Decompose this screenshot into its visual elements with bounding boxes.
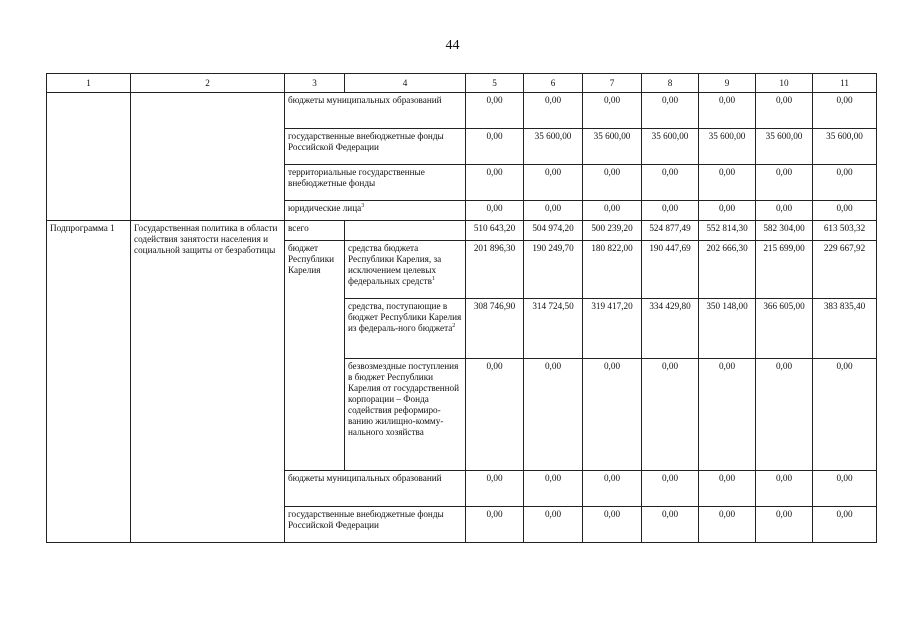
source-label-text: средства бюджета Республики Карелия, за исключением целевых федеральных средств — [348, 243, 442, 286]
value-cell: 308 746,90 — [466, 299, 524, 359]
source-label: безвозмездные поступления в бюджет Республики Карелия от государственной корпорации – Фонда содействия реформиро-ванию жилищно-комму-нального хозяйства — [345, 359, 466, 471]
value-cell: 201 896,30 — [466, 241, 524, 299]
value-cell: 0,00 — [583, 471, 642, 507]
value-cell: 524 877,49 — [642, 221, 699, 241]
budget-table — [46, 73, 877, 543]
source-label: бюджеты муниципальных образований — [285, 471, 466, 507]
value-cell: 190 447,69 — [642, 241, 699, 299]
value-cell: 0,00 — [813, 507, 877, 543]
value-cell: 383 835,40 — [813, 299, 877, 359]
value-cell: 0,00 — [583, 507, 642, 543]
value-cell: 0,00 — [642, 93, 699, 129]
value-cell: 0,00 — [524, 507, 583, 543]
value-cell: 0,00 — [813, 93, 877, 129]
value-cell: 0,00 — [466, 507, 524, 543]
value-cell: 0,00 — [699, 471, 756, 507]
value-cell: 0,00 — [699, 165, 756, 201]
value-cell: 314 724,50 — [524, 299, 583, 359]
header-cell: 5 — [466, 74, 524, 93]
value-cell: 0,00 — [524, 165, 583, 201]
value-cell: 0,00 — [524, 359, 583, 471]
value-cell: 0,00 — [642, 359, 699, 471]
source-label — [345, 241, 466, 299]
value-cell: 0,00 — [756, 93, 813, 129]
source-label — [285, 201, 466, 221]
value-cell: 613 503,32 — [813, 221, 877, 241]
value-cell: 0,00 — [583, 359, 642, 471]
value-cell: 0,00 — [466, 93, 524, 129]
value-cell: 35 600,00 — [642, 129, 699, 165]
value-cell: 180 822,00 — [583, 241, 642, 299]
value-cell: 202 666,30 — [699, 241, 756, 299]
value-cell: 0,00 — [642, 201, 699, 221]
value-cell: 229 667,92 — [813, 241, 877, 299]
value-cell: 0,00 — [756, 201, 813, 221]
value-cell: 0,00 — [699, 201, 756, 221]
header-cell: 6 — [524, 74, 583, 93]
source-label: государственные внебюджетные фонды Российской Федерации — [285, 507, 466, 543]
value-cell: 35 600,00 — [756, 129, 813, 165]
value-cell: 0,00 — [756, 471, 813, 507]
value-cell: 0,00 — [583, 165, 642, 201]
program-code-cell — [47, 93, 131, 221]
value-cell: 0,00 — [756, 507, 813, 543]
value-cell: 500 239,20 — [583, 221, 642, 241]
footnote-mark: 1 — [431, 275, 435, 282]
program-name-cell — [131, 93, 285, 221]
value-cell: 35 600,00 — [583, 129, 642, 165]
value-cell: 0,00 — [583, 201, 642, 221]
source-label: государственные внебюджетные фонды Российской Федерации — [285, 129, 466, 165]
empty-cell — [345, 221, 466, 241]
value-cell: 0,00 — [466, 471, 524, 507]
value-cell: 0,00 — [466, 201, 524, 221]
value-cell: 0,00 — [813, 165, 877, 201]
source-label: бюджеты муниципальных образований — [285, 93, 466, 129]
footnote-mark: 2 — [452, 322, 456, 329]
value-cell: 582 304,00 — [756, 221, 813, 241]
value-cell: 0,00 — [524, 201, 583, 221]
value-cell: 350 148,00 — [699, 299, 756, 359]
value-cell: 0,00 — [642, 471, 699, 507]
header-cell: 7 — [583, 74, 642, 93]
value-cell: 0,00 — [583, 93, 642, 129]
value-cell: 0,00 — [524, 93, 583, 129]
value-cell: 552 814,30 — [699, 221, 756, 241]
regional-budget-label: бюджет Республики Карелия — [285, 241, 345, 471]
value-cell: 0,00 — [699, 359, 756, 471]
value-cell: 0,00 — [756, 165, 813, 201]
value-cell: 0,00 — [466, 129, 524, 165]
value-cell: 190 249,70 — [524, 241, 583, 299]
header-cell: 9 — [699, 74, 756, 93]
source-label-text: юридические лица — [288, 203, 362, 213]
value-cell: 334 429,80 — [642, 299, 699, 359]
header-cell: 1 — [47, 74, 131, 93]
subprogram-name: Государственная политика в области содействия занятости населения и социальной защиты от безработицы — [131, 221, 285, 543]
value-cell: 35 600,00 — [699, 129, 756, 165]
value-cell: 0,00 — [524, 471, 583, 507]
value-cell: 366 605,00 — [756, 299, 813, 359]
value-cell: 35 600,00 — [813, 129, 877, 165]
value-cell: 0,00 — [699, 93, 756, 129]
table-row — [47, 93, 877, 129]
total-label: всего — [285, 221, 345, 241]
source-label — [345, 299, 466, 359]
value-cell: 0,00 — [642, 507, 699, 543]
value-cell: 510 643,20 — [466, 221, 524, 241]
value-cell: 35 600,00 — [524, 129, 583, 165]
header-row — [47, 74, 877, 93]
header-cell: 4 — [345, 74, 466, 93]
header-cell: 8 — [642, 74, 699, 93]
header-cell: 3 — [285, 74, 345, 93]
value-cell: 0,00 — [756, 359, 813, 471]
value-cell: 0,00 — [466, 165, 524, 201]
header-cell: 2 — [131, 74, 285, 93]
value-cell: 0,00 — [813, 471, 877, 507]
value-cell: 504 974,20 — [524, 221, 583, 241]
source-label-text: средства, поступающие в бюджет Республики Карелия из федераль-ного бюджета — [348, 301, 462, 333]
value-cell: 0,00 — [813, 359, 877, 471]
source-label: территориальные государственные внебюджетные фонды — [285, 165, 466, 201]
value-cell: 0,00 — [813, 201, 877, 221]
page-number: 44 — [445, 38, 460, 53]
subprogram-code: Подпрограмма 1 — [47, 221, 131, 543]
value-cell: 215 699,00 — [756, 241, 813, 299]
table-row — [47, 221, 877, 241]
footnote-mark: 3 — [361, 202, 365, 209]
value-cell: 319 417,20 — [583, 299, 642, 359]
value-cell: 0,00 — [642, 165, 699, 201]
header-cell: 10 — [756, 74, 813, 93]
value-cell: 0,00 — [699, 507, 756, 543]
value-cell: 0,00 — [466, 359, 524, 471]
header-cell: 11 — [813, 74, 877, 93]
